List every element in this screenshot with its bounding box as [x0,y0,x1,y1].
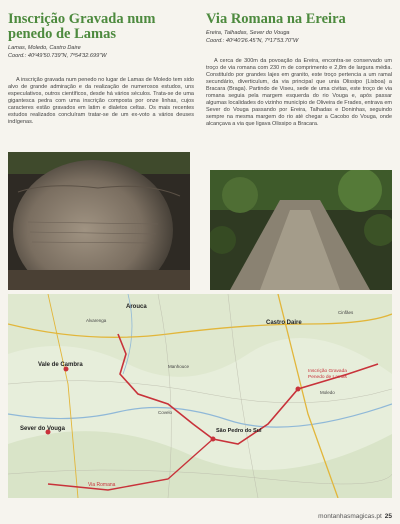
label-alvarenga: Alvarenga [86,318,107,323]
marker-sao-pedro [211,437,216,442]
stone-image [8,152,190,290]
page-footer [318,513,392,520]
left-title [8,12,194,42]
label-moledo: Moledo [320,390,335,395]
penedo-photo [8,152,190,290]
label-covelo: Covelo [158,410,173,415]
left-location: Lamas, Moledo, Castro Daire [8,45,81,51]
label-sever-do-vouga: Sever do Vouga [20,426,65,432]
label-arouca: Arouca [126,304,147,310]
left-title-line2: penedo de Lamas [8,26,116,42]
route-map [8,294,392,498]
label-penedo-lamas: Penedo de Lamas [308,375,347,380]
label-via-romana: Via Romana [88,482,116,488]
via-romana-photo [210,170,392,290]
footer-site: montanhasmagicas.pt [318,513,382,520]
label-sao-pedro: São Pedro do Sul [216,428,262,434]
right-coordinates: Coord.: 40º40'26.45"N, 7º17'53.70"W [206,38,299,44]
left-title-line1: Inscrição Gravada num [8,11,156,27]
road-image [210,170,392,290]
right-paragraph: A cerca de 300m da povoação da Ereira, encontra-se conservado um troço de via romana com 230 m de comprimento e 2,8m de largura média. Constituído por grandes lajes em granito, este troço pertencia a um ramal secundário, diverticulum, da via principal que unia Olissipo (Lisboa) a Bracara (Braga). Partindo de Viseu, sede de uma civitas, este troço de via romana seguia pela margem esquerda do rio Vouga e, após passar algumas localidades do vizinho município de Oliveira de Frades, entrava em Sever do Vouga passando por Ereira, Talhadas e Doninhas, seguindo sempre na mesma margem do rio até chegar a Cacobo do Vouga, onde alcançava a via que ligava Olissipo a Bracara. [206,58,392,127]
label-cinfaes: Cinfães [338,310,354,315]
left-paragraph: A inscrição gravada num penedo no lugar de Lamas de Moledo tem sido alvo de grande admiração e da realização de numerosos estudos, uns especulativos, outros científicos, desde há vários séculos. Trata-se de uma gigantesca pedra com uma inscrição composta por onze linhas, cujos caracteres estão gravados em latim e dialetos celtas. Os mais recentes estudos realizados concluíram tratar-se de um ex-voto a vários deuses indígenas. [8,77,194,125]
map-svg [8,294,392,498]
right-article [206,0,392,134]
label-castro-daire: Castro Daire [266,320,302,326]
label-manhouce: Manhouce [168,364,190,369]
label-vale-de-cambra: Vale de Cambra [38,362,83,368]
label-inscricao: Inscrição Gravada [308,369,347,374]
right-title: Via Romana na Ereira [206,11,346,27]
left-article [8,0,194,132]
right-location: Ereira, Talhadas, Sever do Vouga [206,30,290,36]
page-number: 25 [384,513,392,520]
marker-lamas [296,387,301,392]
left-coordinates: Coord.: 40º49'50.739"N, 7º54'32.699"W [8,53,107,59]
